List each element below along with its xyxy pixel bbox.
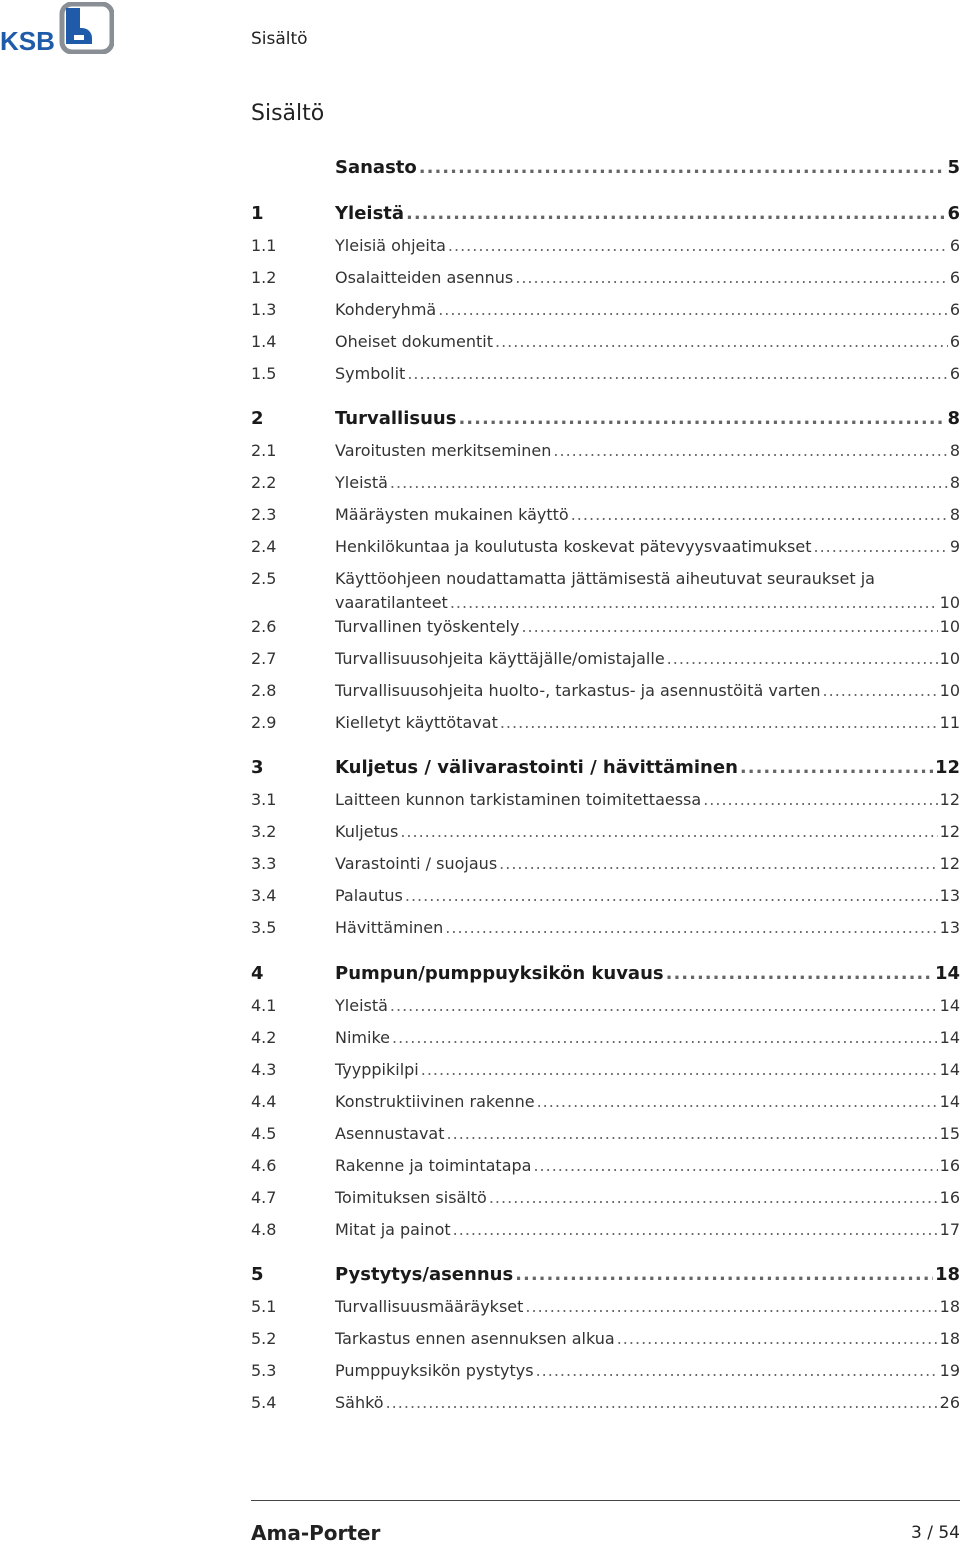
toc-page-number: 10 [939,649,960,668]
toc-page-number: 12 [939,790,960,809]
toc-entry-title: Yleisiä ohjeita [335,236,446,255]
toc-entry-title: Turvallisuus [335,408,457,429]
toc-page-number: 6 [949,332,960,351]
toc-entry-link[interactable] [335,1263,960,1287]
toc-entry-title: Turvallisuusmääräykset [335,1297,524,1316]
toc-entry-number: 1.4 [251,332,277,351]
toc-dot-leader [814,535,948,559]
toc-dot-leader [421,1058,938,1082]
toc-entry-number: 4.2 [251,1028,277,1047]
toc-entry-link[interactable] [335,234,960,258]
toc-entry-link[interactable] [335,615,960,639]
toc-entry-number: 3.1 [251,790,277,809]
toc-entry-title: Osalaitteiden asennus [335,268,514,287]
toc-entry-number: 3.3 [251,854,277,873]
toc-entry-title: Pystytys/asennus [335,1264,514,1285]
toc-page-number: 6 [947,203,960,224]
toc-dot-leader [515,1263,933,1287]
toc-dot-leader [553,439,947,463]
toc-page-number: 11 [939,713,960,732]
toc-page-number: 16 [939,1156,960,1175]
toc-page-number: 6 [949,268,960,287]
toc-entry-number: 2.7 [251,649,277,668]
toc-entry-title: Pumppuyksikön pystytys [335,1361,534,1380]
toc-entry-number: 2.9 [251,713,277,732]
toc-dot-leader [438,298,948,322]
toc-section-row[interactable] [251,439,960,463]
toc-page-number: 13 [939,918,960,937]
toc-dot-leader [445,916,937,940]
toc-dot-leader [405,884,938,908]
toc-entry-link[interactable] [335,994,960,1018]
toc-dot-leader [703,788,937,812]
running-header: Sisältö [251,29,308,49]
toc-entry-number: 5.1 [251,1297,277,1316]
toc-entry-link[interactable] [335,679,960,703]
toc-entry-link[interactable] [335,362,960,386]
toc-section-row[interactable] [251,711,960,735]
page-title: Sisältö [251,101,325,126]
footer-page-number: 3 / 54 [911,1523,960,1543]
toc-page-number: 12 [934,757,960,778]
toc-entry-link[interactable] [335,156,960,180]
toc-page-number: 10 [939,593,960,612]
toc-entry-number: 2.4 [251,537,277,556]
toc-entry-title: Mitat ja painot [335,1220,451,1239]
toc-entry-title: Kielletyt käyttötavat [335,713,498,732]
toc-entry-title: Tyyppikilpi [335,1060,419,1079]
toc-dot-leader [390,471,948,495]
toc-entry-link[interactable] [335,1359,960,1383]
toc-entry-link[interactable] [335,852,960,876]
toc-section-row[interactable] [251,1327,960,1351]
toc-page-number: 8 [949,441,960,460]
toc-section-row[interactable] [251,330,960,354]
toc-section-row[interactable] [251,1186,960,1210]
toc-entry-title: Yleistä [335,473,388,492]
toc-entry-number: 4.3 [251,1060,277,1079]
toc-page-number: 14 [939,1028,960,1047]
toc-entry-number: 2.6 [251,617,277,636]
toc-entry-title-continued: vaaratilanteet [335,593,448,612]
toc-dot-leader [489,1186,938,1210]
toc-section-row[interactable] [251,266,960,290]
toc-dot-leader [617,1327,938,1351]
toc-page-number: 18 [939,1297,960,1316]
toc-entry-number: 2.2 [251,473,277,492]
toc-entry-number: 5.3 [251,1361,277,1380]
toc-section-row[interactable] [251,1026,960,1050]
toc-entry-link[interactable] [335,820,960,844]
toc-page-number: 14 [934,963,960,984]
toc-section-row[interactable] [251,535,960,559]
toc-dot-leader [521,615,937,639]
toc-entry-title: Henkilökuntaa ja koulutusta koskevat pätevyysvaatimukset [335,537,812,556]
toc-entry-title: Nimike [335,1028,390,1047]
toc-section-row[interactable] [251,647,960,671]
toc-entry-link[interactable] [335,788,960,812]
toc-entry-number: 4.6 [251,1156,277,1175]
toc-entry-title: Asennustavat [335,1124,445,1143]
toc-entry-number: 2.1 [251,441,277,460]
toc-entry-number: 1.2 [251,268,277,287]
toc-entry-title: Yleistä [335,996,388,1015]
toc-entry-title: Symbolit [335,364,406,383]
toc-dot-leader [450,591,938,615]
toc-entry-number: 4.8 [251,1220,277,1239]
toc-entry-link[interactable] [335,1058,960,1082]
toc-page-number: 8 [949,473,960,492]
toc-entry-link[interactable] [335,298,960,322]
toc-page-number: 18 [939,1329,960,1348]
toc-entry-number: 2 [251,408,264,429]
toc-entry-title: Laitteen kunnon tarkistaminen toimitettaessa [335,790,702,809]
toc-entry-number: 3.5 [251,918,277,937]
toc-entry-title: Kuljetus [335,822,399,841]
toc-page-number: 18 [934,1264,960,1285]
toc-entry-link[interactable] [335,916,960,940]
toc-entry-title: Turvallisuusohjeita huolto-, tarkastus- ja asennustöitä varten [335,681,821,700]
toc-chapter-row[interactable] [251,407,960,431]
toc-entry-link[interactable] [335,266,960,290]
toc-entry-number: 3 [251,757,264,778]
toc-entry-link[interactable] [335,330,960,354]
toc-page-number: 13 [939,886,960,905]
toc-page-number: 6 [949,300,960,319]
toc-page-number: 8 [947,408,960,429]
toc-entry-title: Varastointi / suojaus [335,854,498,873]
toc-entry-number: 3.2 [251,822,277,841]
toc-dot-leader [386,1391,938,1415]
ksb-logo-mark-icon [0,2,114,54]
toc-dot-leader [515,266,948,290]
toc-dot-leader [447,1122,938,1146]
toc-entry-link[interactable] [335,1295,960,1319]
toc-dot-leader [392,1026,938,1050]
toc-page-number: 12 [939,822,960,841]
toc-entry-title: Määräysten mukainen käyttö [335,505,569,524]
toc-entry-title: Turvallinen työskentely [335,617,520,636]
toc-dot-leader [499,852,937,876]
toc-section-row[interactable] [251,1359,960,1383]
toc-section-row[interactable] [251,994,960,1018]
toc-entry-link[interactable] [335,535,960,559]
toc-section-row[interactable] [251,1391,960,1415]
toc-dot-leader [495,330,948,354]
toc-entry-number: 2.8 [251,681,277,700]
toc-dot-leader [500,711,938,735]
toc-page-number: 5 [947,157,960,178]
toc-dot-leader [406,202,945,226]
toc-entry-link[interactable] [335,1186,960,1210]
toc-dot-leader [407,362,947,386]
toc-dot-leader [536,1359,938,1383]
toc-entry-link[interactable] [335,884,960,908]
toc-section-row[interactable] [251,1218,960,1242]
toc-page-number: 19 [939,1361,960,1380]
toc-entry-number: 4.5 [251,1124,277,1143]
toc-section-row[interactable] [251,615,960,639]
toc-dot-leader [667,647,938,671]
toc-entry-number: 1 [251,203,264,224]
toc-entry-link[interactable] [335,1391,960,1415]
toc-entry-number: 3.4 [251,886,277,905]
toc-entry-title: Kuljetus / välivarastointi / hävittäminen [335,757,738,778]
toc-entry-title: Konstruktiivinen rakenne [335,1092,535,1111]
toc-page-number: 17 [939,1220,960,1239]
toc-entry-link[interactable] [335,471,960,495]
toc-dot-leader [453,1218,938,1242]
toc-entry-title: Varoitusten merkitseminen [335,441,552,460]
toc-section-row[interactable] [251,916,960,940]
toc-chapter-row[interactable] [251,756,960,780]
toc-entry-title: Rakenne ja toimintatapa [335,1156,532,1175]
toc-section-row[interactable] [251,471,960,495]
toc-entry-title: Kohderyhmä [335,300,437,319]
toc-entry-title: Tarkastus ennen asennuksen alkua [335,1329,615,1348]
toc-section-row[interactable] [251,884,960,908]
toc-entry-number: 5 [251,1264,264,1285]
toc-entry-number: 4.4 [251,1092,277,1111]
toc-entry-number: 4 [251,963,264,984]
toc-section-row[interactable] [251,1122,960,1146]
toc-dot-leader [533,1154,937,1178]
toc-page-number: 6 [949,364,960,383]
toc-entry-link[interactable] [335,962,960,986]
toc-entry-number: 2.5 [251,569,277,588]
toc-entry-title: Sanasto [335,157,417,178]
toc-entry-link[interactable] [335,503,960,527]
toc-dot-leader [448,234,948,258]
toc-section-row[interactable] [251,362,960,386]
toc-entry-number: 4.7 [251,1188,277,1207]
logo-text: KSB [0,26,55,54]
toc-entry-title: Turvallisuusohjeita käyttäjälle/omistajalle [335,649,665,668]
toc-page-number: 10 [939,617,960,636]
footer-divider [251,1500,960,1501]
toc-entry-title: Pumpun/pumppuyksikön kuvaus [335,963,664,984]
toc-dot-leader [390,994,938,1018]
toc-entry-title: Palautus [335,886,403,905]
toc-section-row[interactable] [251,1154,960,1178]
toc-dot-leader [571,503,948,527]
toc-page-number: 10 [939,681,960,700]
toc-chapter-row[interactable] [251,156,960,180]
toc-section-row[interactable] [251,1058,960,1082]
toc-section-row[interactable] [251,1295,960,1319]
toc-entry-link[interactable] [335,1122,960,1146]
toc-page-number: 14 [939,1092,960,1111]
toc-chapter-row[interactable] [251,202,960,226]
toc-page-number: 16 [939,1188,960,1207]
toc-entry-title: Oheiset dokumentit [335,332,493,351]
toc-entry-link[interactable] [335,1026,960,1050]
toc-section-row[interactable] [251,234,960,258]
toc-section-row[interactable] [251,503,960,527]
toc-dot-leader [419,156,946,180]
toc-page-number: 15 [939,1124,960,1143]
toc-entry-number: 5.2 [251,1329,277,1348]
toc-section-row[interactable] [251,567,960,612]
footer-product-name: Ama-Porter [251,1521,381,1545]
toc-dot-leader [400,820,937,844]
toc-entry-title: Toimituksen sisältö [335,1188,487,1207]
toc-entry-link[interactable] [335,202,960,226]
toc-entry-number: 4.1 [251,996,277,1015]
toc-entry-title: Yleistä [335,203,405,224]
toc-entry-number: 1.5 [251,364,277,383]
toc-dot-leader [525,1295,937,1319]
toc-section-row[interactable] [251,788,960,812]
toc-dot-leader [740,756,933,780]
toc-page-number: 26 [939,1393,960,1412]
toc-section-row[interactable] [251,852,960,876]
toc-entry-link[interactable] [335,407,960,431]
toc-entry-title: Sähkö [335,1393,384,1412]
toc-entry-link[interactable] [335,1327,960,1351]
toc-entry-link[interactable] [335,647,960,671]
toc-entry-link[interactable] [335,439,960,463]
toc-entry-link[interactable] [335,1218,960,1242]
toc-entry-link[interactable] [335,1090,960,1114]
toc-page-number: 8 [949,505,960,524]
toc-dot-leader [666,962,933,986]
toc-dot-leader [823,679,938,703]
toc-chapter-row[interactable] [251,1263,960,1287]
toc-dot-leader [458,407,945,431]
toc-section-row[interactable] [251,820,960,844]
toc-chapter-row[interactable] [251,962,960,986]
toc-page-number: 12 [939,854,960,873]
toc-entry-link[interactable] [335,756,960,780]
toc-entry-number: 2.3 [251,505,277,524]
toc-page-number: 14 [939,996,960,1015]
toc-entry-link[interactable] [335,711,960,735]
toc-entry-link[interactable] [335,1154,960,1178]
toc-section-row[interactable] [251,1090,960,1114]
toc-entry-number: 1.3 [251,300,277,319]
toc-page-number: 14 [939,1060,960,1079]
ksb-logo [0,2,114,54]
toc-page-number: 6 [949,236,960,255]
toc-page-number: 9 [949,537,960,556]
toc-dot-leader [537,1090,938,1114]
toc-section-row[interactable] [251,298,960,322]
toc-entry-title: Hävittäminen [335,918,444,937]
toc-section-row[interactable] [251,679,960,703]
toc-entry-number: 5.4 [251,1393,277,1412]
toc-entry-number: 1.1 [251,236,277,255]
toc-entry-title: Käyttöohjeen noudattamatta jättämisestä aiheutuvat seuraukset ja [335,569,875,588]
